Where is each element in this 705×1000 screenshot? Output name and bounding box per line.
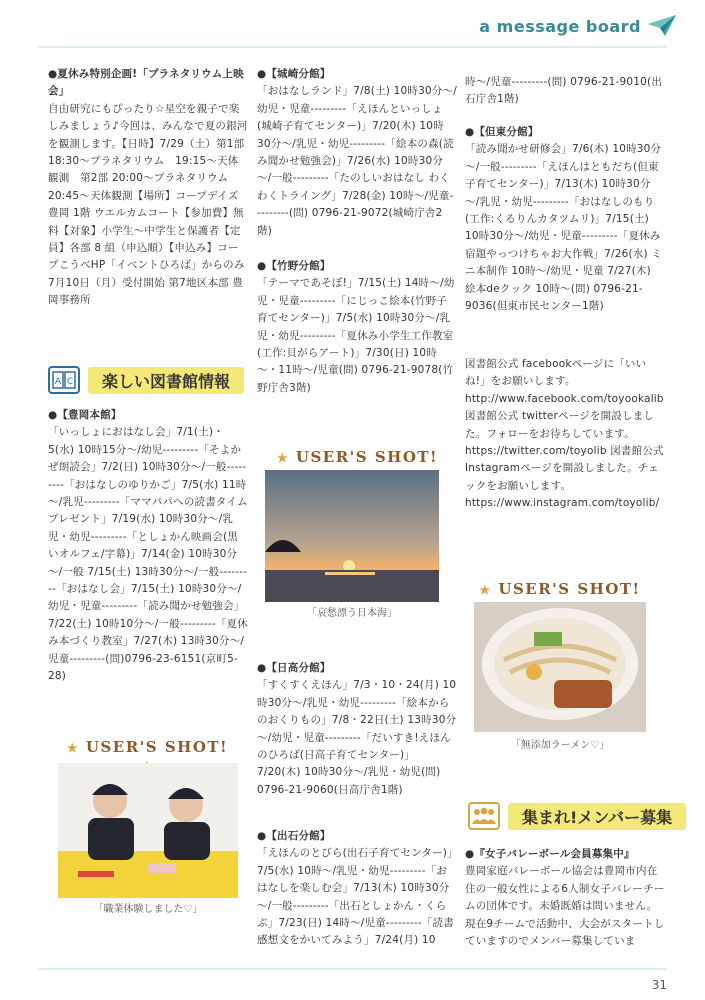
tanto-head: ●【但東分館】: [465, 126, 539, 138]
planetarium-notice: [48, 66, 248, 310]
kids-photo: [58, 763, 238, 898]
footer-divider: [38, 968, 667, 970]
izushi-branch: [257, 828, 457, 950]
kids-caption: 「職業体験しました♡」: [93, 904, 203, 915]
hidaka-body: 「すくすくえほん」7/3・10・24(月) 10時30分～/乳児・幼児---------「絵本からのおくりもの」7/8・22日(土) 13時30分～/幼児・児童---------「だいすき!えほんのひろば(日高子育てセンター)」7/20(木) 10時30分～/乳児・幼児(問) 0796-21-9060(日高庁舎1階): [257, 679, 457, 796]
user-shot-title-2: ★ USER'S SHOT!: [276, 448, 439, 466]
volleyball-recruitment: [465, 846, 665, 950]
takeno-branch: [257, 258, 457, 397]
sns-body: 図書館公式 facebookページに「いいね!」をお願いします。http://www.facebook.com/toyookalib 図書館公式 twitterページを開設しました。フォローをお待ちしています。https://twitter.com/toyolib 図書館公式 Instagramページを開設しました。チェックをお願いします。https://www.instagram.com/toyolib/: [465, 358, 664, 510]
toyooka-body: 「いっしょにおはなし会」7/1(土)・5(水) 10時15分～/幼児---------「そよかぜ朗読会」7/2(日) 10時30分～/一般---------「おはなしのゆりかご」7/5(水) 11時～/乳児---------「ママパパへの読書タイムプレゼント」7/19(水) 10時30分～/乳児・幼児---------「としょかん映画会(黒いオルフェ/字幕)」7/14(金) 10時30分～/一般 7/15(土) 13時30分～/一般---------「おはなし会」7/15(土) 10時30分～/幼児・児童---------「読み聞かせ勉強会」7/22(土) 10時10分～/一般---------「夏休み本づくり教室」7/27(木) 13時30分～/児童---------(問)0796-23-6151(京町5-28): [48, 426, 248, 683]
izushi-continuation: [465, 74, 665, 109]
tanto-branch: [465, 124, 665, 315]
page-number: 31: [651, 978, 667, 992]
svg-text:A: A: [54, 377, 62, 387]
kinosaki-branch: [257, 66, 457, 240]
page-header: [479, 14, 677, 38]
kinosaki-body: 「おはなしランド」7/8(土) 10時30分～/幼児・児童---------「えほんといっしょ(城崎子育てセンター)」7/20(木) 10時30分～/乳児・幼児---------「絵本の森(読み聞かせ勉強会)」7/26(水) 10時30分～/一般---------「たのしいおはなし わくわくトライング」7/28(金) 10時～/児童---------(問) 0796-21-9072(城崎庁舎2階): [257, 85, 457, 237]
kinosaki-head: ●【城崎分館】: [257, 68, 331, 80]
sunset-caption: 「哀愁漂う日本海」: [307, 608, 397, 619]
sns-info: [465, 356, 665, 513]
hidaka-branch: [257, 660, 457, 799]
planetarium-title: ●夏休み特別企画!「プラネタリウム上映会」: [48, 68, 244, 98]
toyooka-head: ●【豊岡本館】: [48, 409, 122, 421]
paper-plane-icon: [647, 14, 677, 38]
header-divider: [38, 46, 667, 48]
member-section-header: [468, 800, 686, 832]
sunset-photo: [265, 470, 439, 602]
header-title: a message board: [479, 16, 641, 36]
ramen-photo: [474, 602, 646, 732]
takeno-body: 「テーマであそぼ!」7/15(土) 14時～/幼児・児童---------「にじっこ絵本(竹野子育てセンター)」7/5(水) 10時30分～/乳児・幼児---------「夏休み小学生工作教室(工作:貝がらアート)」7/30(日) 10時～・11時～/児童(問) 0796-21-9078(竹野庁舎3階): [257, 277, 455, 394]
user-shot-title-3: ★ USER'S SHOT!: [479, 580, 641, 598]
user-shot-title-1: ★ USER'S SHOT!: [66, 738, 229, 756]
takeno-head: ●【竹野分館】: [257, 260, 331, 272]
toyooka-library: [48, 407, 248, 686]
book-icon: [48, 366, 80, 394]
tanto-body: 「読み聞かせ研修会」7/6(木) 10時30分～/一般---------「えほんはともだち(但東子育てセンター)」7/13(木) 10時30分～/乳児・幼児---------「おはなしのもり(工作:くるりんカタツムリ)」7/15(土) 10時30分～/幼児・児童---------「夏休み宿題やっつけちゃお大作戦」7/26(水) ミニ本制作 10時～/幼児・児童 7/27(木) 絵本deクック 10時～(問) 0796-21-9036(但東市民センター1階): [465, 143, 663, 313]
hidaka-head: ●【日高分館】: [257, 662, 331, 674]
library-section-header: [48, 364, 244, 396]
volleyball-head: ●『女子バレーボール会員募集中』: [465, 848, 635, 860]
library-section-label: 楽しい図書館情報: [88, 367, 244, 394]
volleyball-body: 豊岡家庭バレーボール協会は豊岡市内在住の一般女性による6人制女子バレーチームの団体です。未婚既婚は問いません。現在9チームで活動中、大会がスタートしていますのでメンバー募集していま: [465, 865, 665, 948]
svg-text:C: C: [66, 377, 74, 387]
izushi-body: 「えほんのとびら(出石子育てセンター)」7/5(水) 10時～/乳児・幼児---------「おはなしを楽しむ会」7/13(木) 10時30分～/一般---------「出石としょかん・くらぶ」7/23(日) 14時～/児童---------「読書感想文をかいてみよう」7/24(月) 10: [257, 847, 454, 947]
ramen-caption: 「無添加ラーメン♡」: [510, 740, 610, 751]
member-section-label: 集まれ!メンバー募集: [508, 803, 686, 830]
izushi-head: ●【出石分館】: [257, 830, 331, 842]
planetarium-body: 自由研究にもぴったり☆星空を親子で楽しみましょう♪今回は、みんなで夏の銀河を観測します。【日時】7/29（土）第1部 18:30～プラネタリウム 19:15～天体観測 第2部 20:00～プラネタリウム 20:45～天体観測【場所】コープデイズ豊岡 1階 ウエルカムコート【参加費】無料【対象】小学生～中学生と保護者【定員】各部 8 組（申込順）【申込み】コープこうべHP「イベントひろば」からのみ 7月10日（月）受付開始 第7地区本部 豊岡事務所: [48, 102, 248, 307]
izushi-continued-body: 時～/児童---------(問) 0796-21-9010(出石庁舎1階): [465, 76, 663, 106]
people-icon: [468, 802, 500, 830]
